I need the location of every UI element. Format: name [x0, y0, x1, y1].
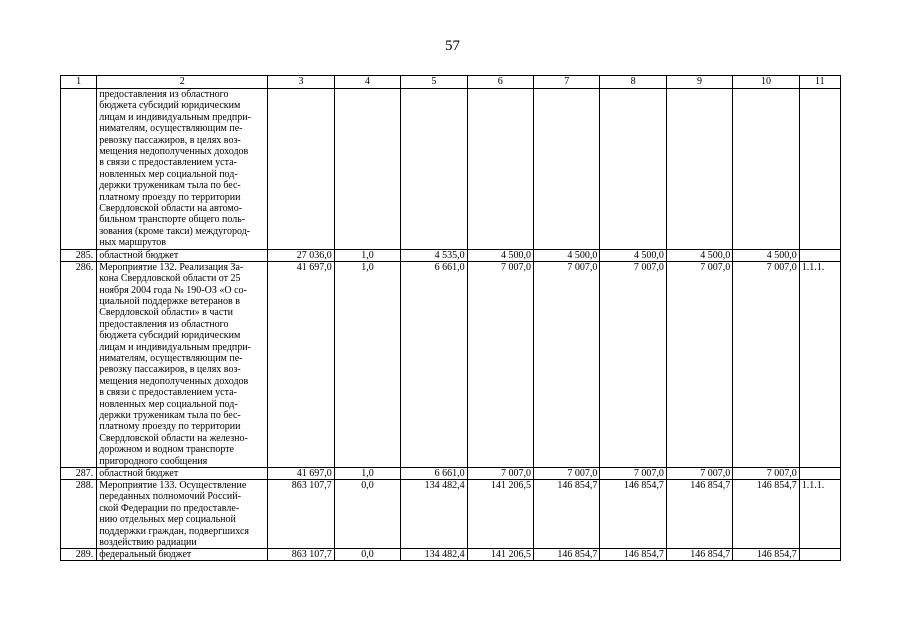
- total-cell: 27 036,0: [268, 249, 334, 261]
- table-row: [61, 261, 841, 467]
- value-cell: 146 854,7: [534, 549, 600, 561]
- row-number: 287.: [61, 468, 97, 480]
- value-cell: [600, 89, 666, 250]
- column-header: 5: [401, 76, 467, 89]
- table-row: [61, 480, 841, 549]
- row-description: областной бюджет: [97, 468, 268, 480]
- value-cell: 146 854,7: [600, 549, 666, 561]
- value-cell: 7 007,0: [534, 468, 600, 480]
- value-cell: 146 854,7: [534, 480, 600, 549]
- value-cell: 146 854,7: [733, 480, 799, 549]
- column-header: 1: [61, 76, 97, 89]
- value-cell: 6 661,0: [401, 468, 467, 480]
- value-cell: 1,0: [334, 261, 400, 467]
- page-number: 57: [445, 38, 460, 54]
- value-cell: [401, 89, 467, 250]
- value-cell: 7 007,0: [666, 468, 732, 480]
- goal-ref-cell: [799, 468, 840, 480]
- goal-ref-cell: [799, 549, 840, 561]
- value-cell: 134 482,4: [401, 549, 467, 561]
- program-table: [60, 75, 841, 561]
- column-header: 11: [799, 76, 840, 89]
- value-cell: 146 854,7: [600, 480, 666, 549]
- value-cell: [733, 89, 799, 250]
- table-row: [61, 249, 841, 261]
- value-cell: 4 535,0: [401, 249, 467, 261]
- table-row: [61, 89, 841, 250]
- value-cell: 141 206,5: [467, 480, 533, 549]
- value-cell: 146 854,7: [666, 549, 732, 561]
- value-cell: 6 661,0: [401, 261, 467, 467]
- row-description: Мероприятие 133. Осуществление переданных полномочий Россий- ской Федерации по предоставле- нию отдельных мер социальной поддержки граждан, подвергшихся воздействию радиации: [97, 480, 268, 549]
- value-cell: 1,0: [334, 468, 400, 480]
- column-header: 8: [600, 76, 666, 89]
- total-cell: 41 697,0: [268, 261, 334, 467]
- total-cell: [268, 89, 334, 250]
- value-cell: 7 007,0: [733, 468, 799, 480]
- value-cell: 4 500,0: [600, 249, 666, 261]
- value-cell: 7 007,0: [600, 468, 666, 480]
- goal-ref-cell: 1.1.1.: [799, 261, 840, 467]
- value-cell: 7 007,0: [467, 261, 533, 467]
- value-cell: [334, 89, 400, 250]
- value-cell: 0,0: [334, 549, 400, 561]
- value-cell: 4 500,0: [733, 249, 799, 261]
- value-cell: [467, 89, 533, 250]
- value-cell: 134 482,4: [401, 480, 467, 549]
- row-number: 288.: [61, 480, 97, 549]
- goal-ref-cell: [799, 249, 840, 261]
- row-description: Мероприятие 132. Реализация За- кона Свердловской области от 25 ноября 2004 года № 190-ОЗ «О со- циальной поддержке ветеранов в Свердловской области» в части предоставления из областного бюджета субсидий юридическим лицам и индивидуальным предпри- нимателям, осуществляющим пе- ревозку пассажиров, в целях воз- мещения недополученных доходов в связи с предоставлением уста- новленных мер социальной под- держки труженикам тыла по бес- платному проезду по территории Свердловской области на железно- дорожном и водном транспорте пригородного сообщения: [97, 261, 268, 467]
- value-cell: 141 206,5: [467, 549, 533, 561]
- row-number: 286.: [61, 261, 97, 467]
- value-cell: 4 500,0: [467, 249, 533, 261]
- value-cell: 146 854,7: [666, 480, 732, 549]
- row-number: 289.: [61, 549, 97, 561]
- value-cell: 0,0: [334, 480, 400, 549]
- goal-ref-cell: 1.1.1.: [799, 480, 840, 549]
- total-cell: 41 697,0: [268, 468, 334, 480]
- value-cell: 1,0: [334, 249, 400, 261]
- value-cell: [534, 89, 600, 250]
- total-cell: 863 107,7: [268, 549, 334, 561]
- column-header: 7: [534, 76, 600, 89]
- header-row: [61, 76, 841, 89]
- value-cell: 146 854,7: [733, 549, 799, 561]
- column-header: 4: [334, 76, 400, 89]
- value-cell: 4 500,0: [666, 249, 732, 261]
- column-header: 10: [733, 76, 799, 89]
- value-cell: 7 007,0: [666, 261, 732, 467]
- column-header: 9: [666, 76, 732, 89]
- column-header: 2: [97, 76, 268, 89]
- row-description: федеральный бюджет: [97, 549, 268, 561]
- value-cell: [666, 89, 732, 250]
- value-cell: 7 007,0: [534, 261, 600, 467]
- table-row: [61, 468, 841, 480]
- value-cell: 7 007,0: [600, 261, 666, 467]
- row-description: предоставления из областного бюджета субсидий юридическим лицам и индивидуальным предпри- нимателям, осуществляющим пе- ревозку пассажиров, в целях воз- мещения недополученных доходов в связи с предоставлением уста- новленных мер социальной под- держки труженикам тыла по бес- платному проезду по территории Свердловской области на автомо- бильном транспорте общего поль- зования (кроме такси) междугород- ных маршрутов: [97, 89, 268, 250]
- goal-ref-cell: [799, 89, 840, 250]
- row-number: [61, 89, 97, 250]
- value-cell: 7 007,0: [467, 468, 533, 480]
- table-row: [61, 549, 841, 561]
- column-header: 3: [268, 76, 334, 89]
- row-description: областной бюджет: [97, 249, 268, 261]
- column-header: 6: [467, 76, 533, 89]
- row-number: 285.: [61, 249, 97, 261]
- total-cell: 863 107,7: [268, 480, 334, 549]
- value-cell: 7 007,0: [733, 261, 799, 467]
- value-cell: 4 500,0: [534, 249, 600, 261]
